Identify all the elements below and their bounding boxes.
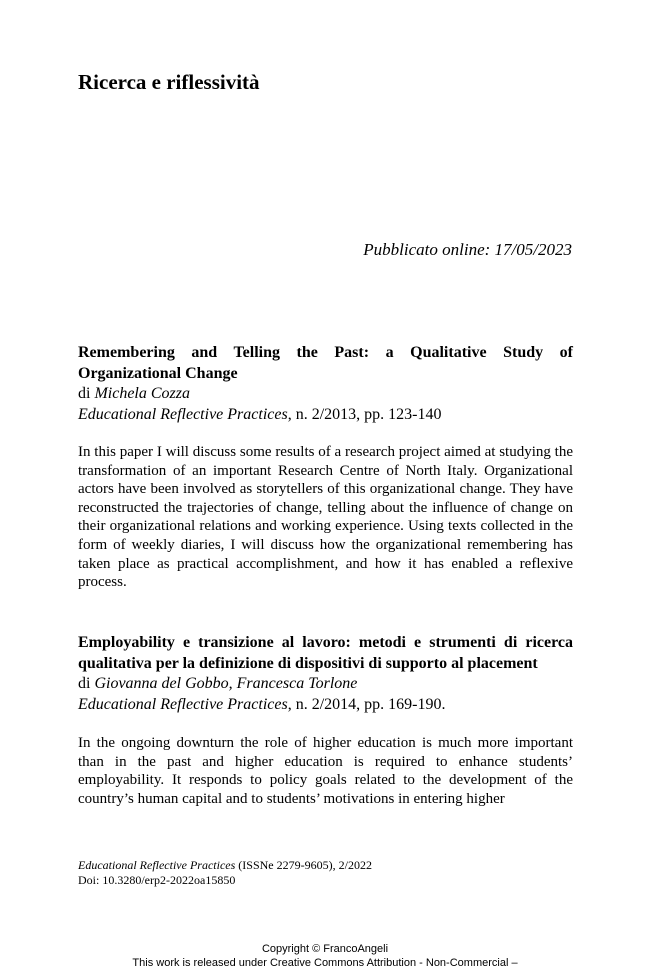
license-notice: This work is released under Creative Commons Attribution - Non-Commercial –: [132, 957, 518, 969]
issue-info: , n. 2/2013, pp. 123-140: [287, 405, 442, 423]
article-title: Remembering and Telling the Past: a Qualitative Study of Organizational Change: [78, 344, 573, 382]
copyright-notice: Copyright © FrancoAngeli: [261, 943, 389, 955]
article-citation: [78, 405, 573, 426]
footer-journal-line: [78, 858, 372, 873]
article-authors-line: [78, 384, 573, 405]
by-label: di: [78, 385, 91, 402]
article-authors: Giovanna del Gobbo, Francesca Torlone: [94, 675, 358, 692]
publication-date: Pubblicato online: 17/05/2023: [363, 240, 572, 259]
footer-doi: Doi: 10.3280/erp2-2022oa15850: [78, 873, 236, 887]
footer-issn: (ISSNe 2279-9605), 2/2022: [235, 858, 372, 872]
article-authors: Michela Cozza: [94, 385, 190, 402]
article-entry: [78, 343, 573, 592]
article-abstract: In this paper I will discuss some results of a research project aimed at studying the transformation of an important Research Centre of North Italy. Organizational actors have been involved as storytellers of this organizational change. They have reconstructed the trajectories of change, telling about the influence of change on their organizational relations and working experience. Using texts collected in the form of weekly diaries, I will discuss how the organizational remembering has taken place as practical accomplishment, and how it has enabled a reflexive process.: [78, 444, 573, 591]
footer-citation: [78, 858, 372, 888]
section-title: Ricerca e riflessività: [78, 70, 260, 94]
issue-info: , n. 2/2014, pp. 169-190.: [287, 695, 446, 713]
article-abstract: In the ongoing downturn the role of higher education is much more important than in the past and higher education is required to enhance students’ employability. It responds to policy goals related to the development of the country’s human capital and to students’ motivations in entering higher: [78, 735, 573, 807]
footer-journal-name: Educational Reflective Practices: [78, 858, 236, 872]
journal-name: Educational Reflective Practices: [78, 405, 288, 423]
article-authors-line: [78, 674, 573, 695]
by-label: di: [78, 675, 91, 692]
article-entry: [78, 633, 573, 808]
article-title: Employability e transizione al lavoro: metodi e strumenti di ricerca qualitativa per la definizione di dispositivi di supporto al placement: [78, 634, 573, 672]
article-citation: [78, 695, 573, 716]
journal-name: Educational Reflective Practices: [78, 695, 288, 713]
